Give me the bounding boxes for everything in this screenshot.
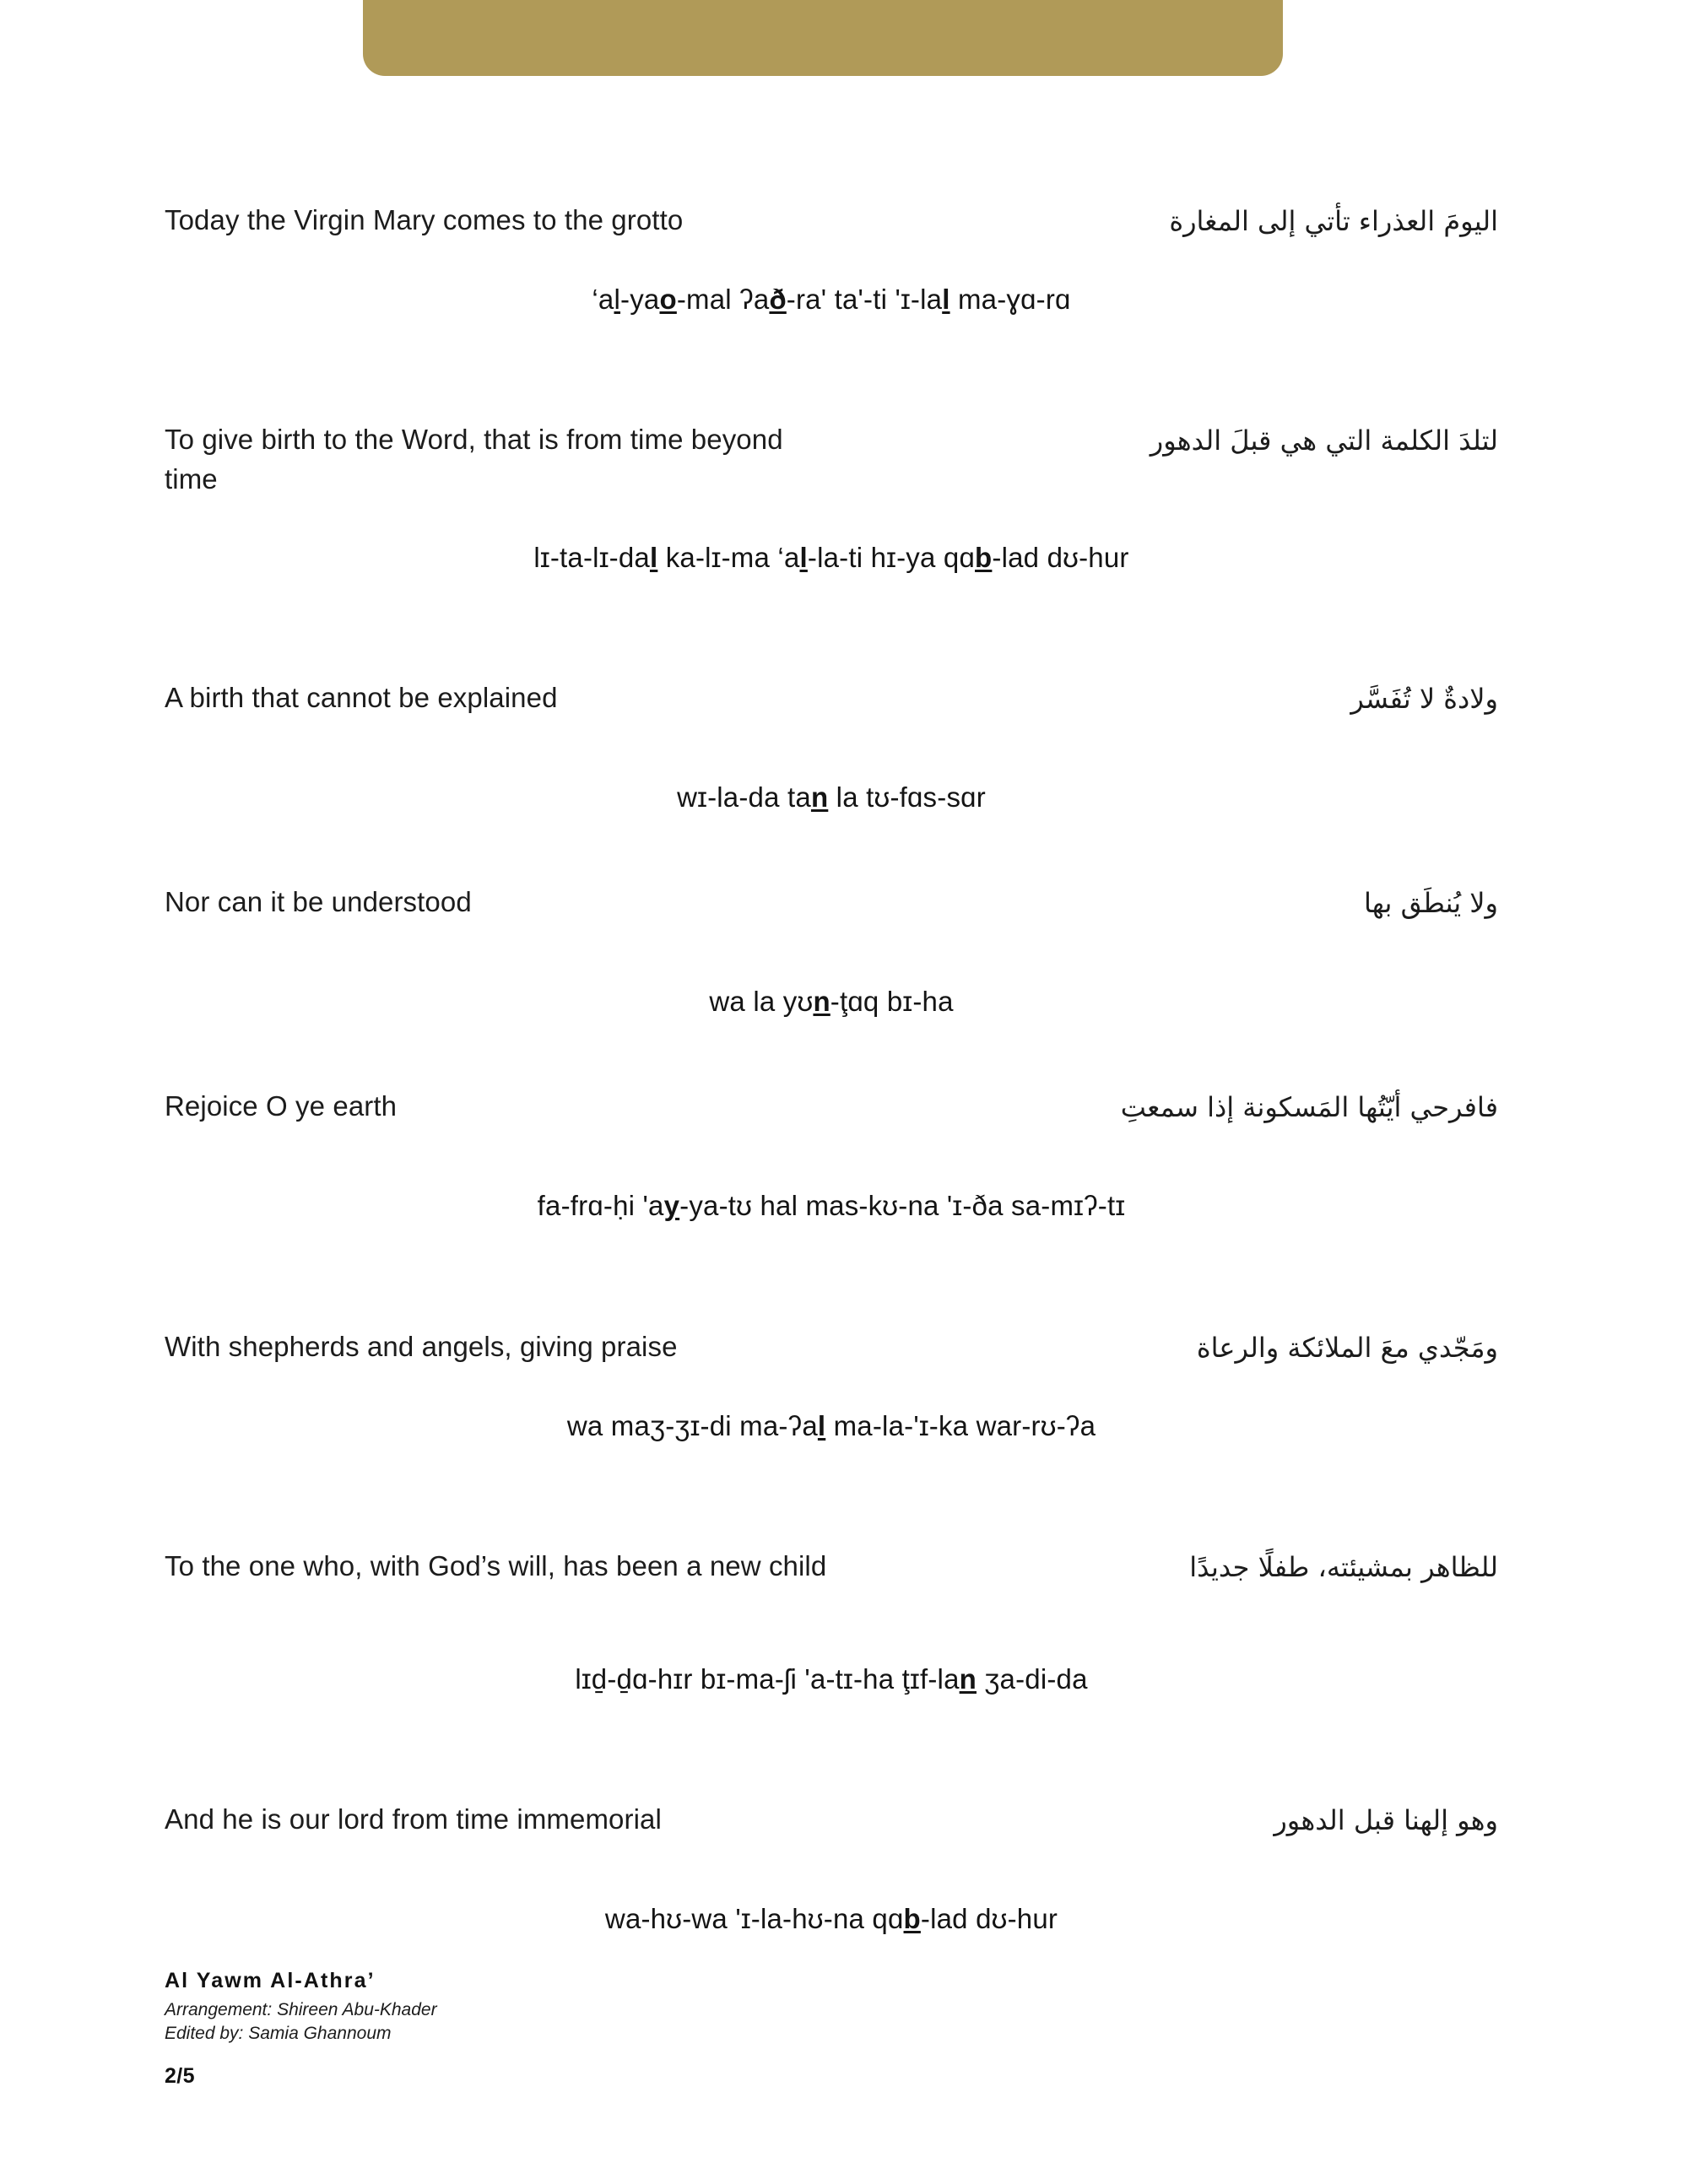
song-title: Al Yawm Al-Athra’ <box>165 1969 376 1992</box>
verse-line-row <box>165 1327 1498 1368</box>
verse-block <box>165 1547 1498 1699</box>
page-number: 2/5 <box>165 2064 195 2089</box>
arabic-lyric: اليومَ العذراء تأتي إلى المغارة <box>1169 205 1498 237</box>
transliteration-lyric: wɪ-la-da tan la tʊ-fɑs-sɑr <box>677 781 986 814</box>
verse-block <box>165 201 1498 319</box>
english-lyric: Nor can it be understood <box>165 886 472 918</box>
arrangement-credit: Arrangement: Shireen Abu-Khader <box>165 2000 437 2019</box>
arabic-lyric: لتلدَ الكلمة التي هي قبلَ الدهور <box>1150 424 1498 457</box>
editor-credit: Edited by: Samia Ghannoum <box>165 2024 392 2044</box>
lyrics-container <box>165 201 1498 1938</box>
verse-block <box>165 420 1498 577</box>
english-lyric: To the one who, with God’s will, has been a new child <box>165 1549 827 1581</box>
english-lyric: Today the Virgin Mary comes to the grotto <box>165 204 684 235</box>
verse-line-row <box>165 1087 1498 1127</box>
arabic-lyric: ومَجّدي معَ الملائكة والرعاة <box>1196 1331 1498 1364</box>
transliteration-lyric: fa-frɑ-ḥi 'ay-ya-tʊ hal mas-kʊ-na 'ɪ-ða sa-mɪʔ-tɪ <box>537 1190 1126 1222</box>
verse-block <box>165 883 1498 1021</box>
verse-block <box>165 1800 1498 1938</box>
arabic-lyric: وهو إلهنا قبل الدهور <box>1274 1804 1498 1837</box>
transliteration-row <box>165 1660 1498 1699</box>
english-lyric: With shepherds and angels, giving praise <box>165 1330 678 1362</box>
transliteration-lyric: wa maʒ-ʒɪ-di ma-ʔal ma-la-'ɪ-ka war-rʊ-ʔa <box>566 1409 1096 1441</box>
verse-block <box>165 678 1498 817</box>
verse-line-row <box>165 883 1498 923</box>
transliteration-row <box>165 1900 1498 1938</box>
transliteration-row <box>165 538 1498 577</box>
verse-line-row <box>165 678 1498 719</box>
english-lyric: And he is our lord from time immemorial <box>165 1803 662 1835</box>
transliteration-row <box>165 778 1498 817</box>
arabic-lyric: فافرحي أيّتُها المَسكونة إذا سمعتِ <box>1120 1091 1498 1124</box>
gold-header-banner <box>363 0 1283 76</box>
transliteration-row <box>165 1407 1498 1446</box>
transliteration-lyric: wa la yʊn-ţɑq bɪ-ha <box>709 986 954 1018</box>
verse-block <box>165 1327 1498 1446</box>
arabic-lyric: ولا يُنطَق بها <box>1364 887 1498 920</box>
transliteration-row <box>165 280 1498 319</box>
arabic-lyric: للظاهر بمشيئته، طفلًا جديدًا <box>1189 1550 1498 1583</box>
transliteration-lyric: wa-hʊ-wa 'ɪ-la-hʊ-na qɑb-lad dʊ-hur <box>604 1903 1058 1935</box>
english-lyric: Rejoice O ye earth <box>165 1090 398 1122</box>
arabic-lyric: ولادةٌ لا تُفَسَّر <box>1350 683 1498 716</box>
verse-line-row <box>165 420 1498 500</box>
transliteration-lyric: lɪḏ-ḏɑ-hɪr bɪ-ma-ʃi 'a-tɪ-ha ţɪf-lan ʒa-di-da <box>575 1662 1088 1695</box>
english-lyric: To give birth to the Word, that is from time beyond time <box>165 424 783 495</box>
transliteration-row <box>165 982 1498 1021</box>
verse-line-row <box>165 1800 1498 1841</box>
english-lyric: A birth that cannot be explained <box>165 682 558 714</box>
verse-block <box>165 1087 1498 1225</box>
verse-line-row <box>165 201 1498 241</box>
transliteration-lyric: lɪ-ta-lɪ-dal ka-lɪ-ma ‘al-la-ti hɪ-ya qɑb-lad dʊ-hur <box>533 541 1129 573</box>
page-footer <box>165 1969 840 2089</box>
transliteration-lyric: ‘al-yao-mal ʔað-ra' ta'-ti 'ɪ-lal ma-ɣɑ-rɑ <box>592 284 1071 315</box>
verse-line-row <box>165 1547 1498 1587</box>
transliteration-row <box>165 1187 1498 1225</box>
